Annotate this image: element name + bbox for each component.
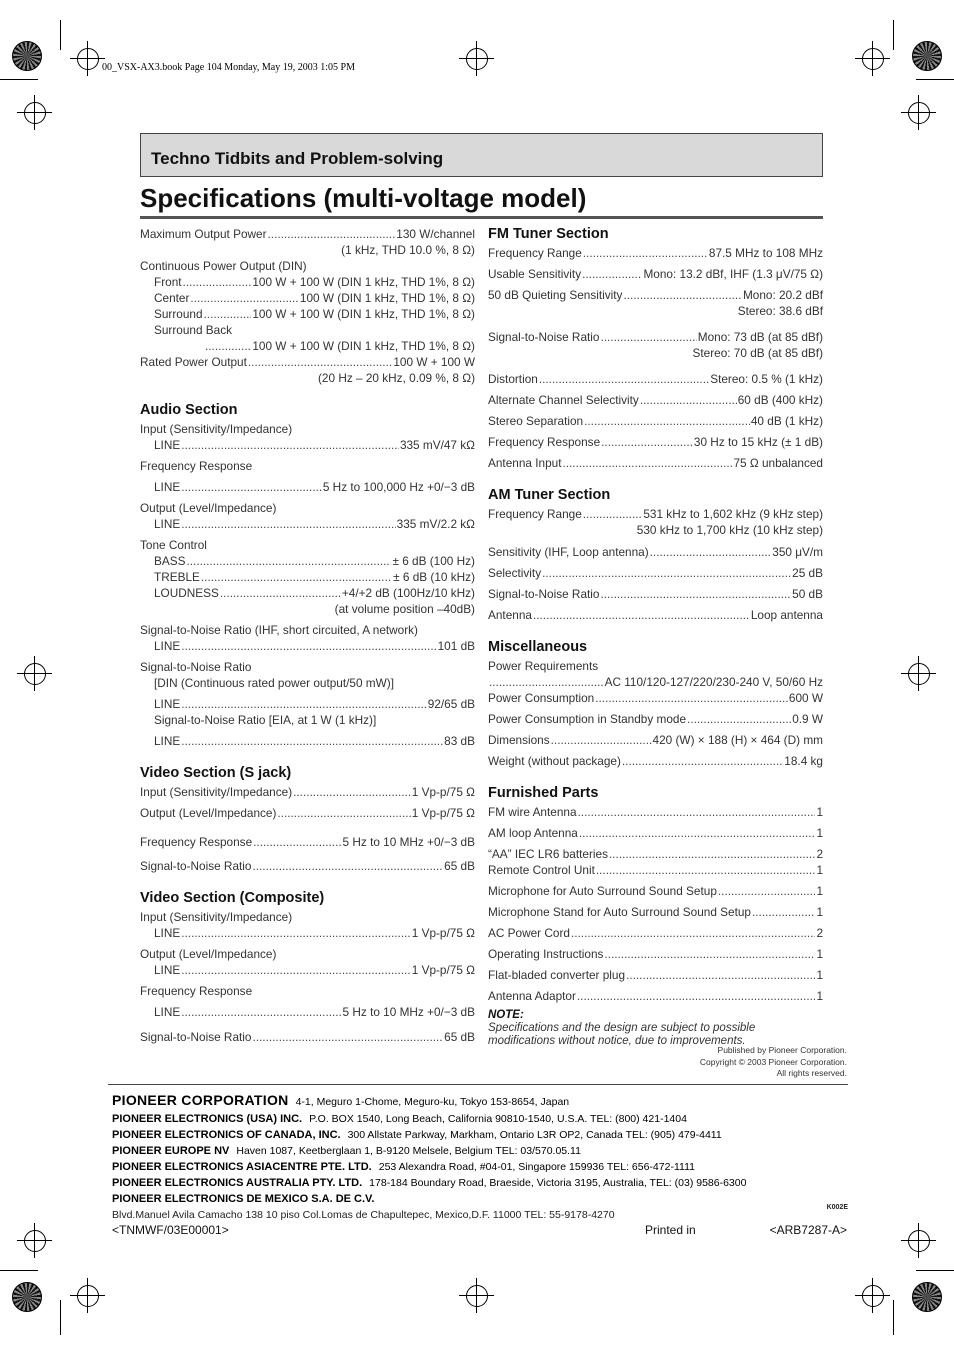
spec-row: Alternate Channel Selectivity ..... 60 dB (400 kHz) (488, 392, 823, 408)
company-entry: PIONEER ELECTRONICS OF CANADA, INC. 300 Allstate Parkway, Markham, Ontario L3R OP2, Canada TEL: (905) 479-4411 (112, 1129, 722, 1141)
crosshair-mark (77, 48, 99, 70)
mexico-address: Blvd.Manuel Avila Camacho 138 10 piso Col.Lomas de Chapultepec, Mexico,D.F. 11000 TEL: 55-9178-4270 (112, 1209, 615, 1221)
section-band-title: Techno Tidbits and Problem-solving (151, 149, 444, 168)
spec-row: LINE ..... 335 mV/47 kΩ (140, 437, 475, 453)
spec-row: Stereo Separation ..... 40 dB (1 kHz) (488, 413, 823, 429)
parts-row: Operating Instructions ..... 1 (488, 946, 823, 962)
spec-row: Signal-to-Noise Ratio ..... 50 dB (488, 586, 823, 602)
crop-line (916, 79, 954, 80)
note-text: Specifications and the design are subject to possible (488, 1022, 756, 1034)
title-rule (140, 216, 823, 219)
parts-row: Remote Control Unit ..... 1 (488, 862, 823, 878)
spec-row: Input (Sensitivity/Impedance) ..... 1 Vp-p/75 Ω (140, 784, 475, 800)
spec-label: Surround Back (154, 323, 233, 337)
crop-line (60, 1300, 61, 1335)
spec-row: Usable Sensitivity ..... Mono: 13.2 dBf, IHF (1.3 μV/75 Ω) (488, 266, 823, 282)
spec-row: Weight (without package) ..... 18.4 kg (488, 753, 823, 769)
spec-row: Center ..... 100 W (DIN 1 kHz, THD 1%, 8 Ω) (140, 290, 475, 306)
spec-continuation: Stereo: 70 dB (at 85 dBf) (692, 346, 823, 360)
section-heading: FM Tuner Section (488, 226, 609, 242)
parts-row: Flat-bladed converter plug ..... 1 (488, 967, 823, 983)
print-header: 00_VSX-AX3.book Page 104 Monday, May 19, 2003 1:05 PM (102, 62, 355, 73)
page-title: Specifications (multi-voltage model) (140, 183, 587, 213)
spec-row: Antenna ..... Loop antenna (488, 607, 823, 623)
spec-row: Output (Level/Impedance) ..... 1 Vp-p/75 Ω (140, 805, 475, 821)
crop-line (0, 1270, 38, 1271)
company-entry: PIONEER ELECTRONICS AUSTRALIA PTY. LTD. 178-184 Boundary Road, Braeside, Victoria 3195, Australia, TEL: (03) 9586-6300 (112, 1177, 747, 1189)
spec-row: 50 dB Quieting Sensitivity ..... Mono: 20.2 dBf (488, 287, 823, 303)
spec-label: Frequency Response (140, 984, 253, 998)
spec-label: Input (Sensitivity/Impedance) (140, 910, 293, 924)
publisher-notice: Published by Pioneer Corporation. Copyright © 2003 Pioneer Corporation. All rights reserved. (699, 1045, 847, 1078)
section-heading: Audio Section (140, 402, 238, 418)
spec-label: Output (Level/Impedance) (140, 947, 277, 961)
parts-row: AC Power Cord ..... 2 (488, 925, 823, 941)
spec-row: LINE ..... 335 mV/2.2 kΩ (140, 516, 475, 532)
document-code: <TNMWF/03E00001> (112, 1223, 229, 1237)
spec-row: TREBLE ..... ± 6 dB (10 kHz) (140, 569, 475, 585)
crosshair-mark (24, 663, 46, 685)
spec-row: Signal-to-Noise Ratio ..... 65 dB (140, 858, 475, 874)
spec-label: Signal-to-Noise Ratio (IHF, short circuited, A network) (140, 623, 418, 637)
spec-row: LINE ..... 83 dB (140, 733, 475, 749)
spec-row: Antenna Input ..... 75 Ω unbalanced (488, 455, 823, 471)
spec-row: LINE ..... 1 Vp-p/75 Ω (140, 925, 475, 941)
spec-row: LINE ..... 101 dB (140, 638, 475, 654)
spec-row: LINE ..... 5 Hz to 100,000 Hz +0/−3 dB (140, 479, 475, 495)
company-entry: PIONEER ELECTRONICS DE MEXICO S.A. DE C.V. (112, 1193, 375, 1205)
spec-row: LINE ..... 1 Vp-p/75 Ω (140, 962, 475, 978)
crosshair-mark (862, 48, 884, 70)
company-entry: PIONEER ELECTRONICS (USA) INC. P.O. BOX 1540, Long Beach, California 90810-1540, U.S.A. TEL: (800) 421-1404 (112, 1113, 687, 1125)
crosshair-mark (908, 663, 930, 685)
section-heading: AM Tuner Section (488, 487, 611, 503)
spec-label: Output (Level/Impedance) (140, 501, 277, 515)
spec-row: Sensitivity (IHF, Loop antenna) ..... 350 μV/m (488, 544, 823, 560)
spec-row: Power Consumption ..... 600 W (488, 690, 823, 706)
spec-row: Rated Power Output ..... 100 W + 100 W (140, 354, 475, 370)
crosshair-mark (466, 1285, 488, 1307)
section-heading: Furnished Parts (488, 785, 599, 801)
spec-row: Signal-to-Noise Ratio ..... 65 dB (140, 1029, 475, 1045)
section-heading: Miscellaneous (488, 639, 588, 655)
section-band (140, 133, 823, 177)
spec-label: Signal-to-Noise Ratio (140, 660, 252, 674)
crop-line (0, 79, 38, 80)
section-heading: Video Section (Composite) (140, 890, 325, 906)
spec-label: Frequency Response (140, 459, 253, 473)
spec-continuation: (20 Hz – 20 kHz, 0.09 %, 8 Ω) (318, 371, 475, 385)
crop-line (916, 1270, 954, 1271)
left-column (140, 226, 475, 1045)
code-tag: K002E (826, 1204, 848, 1211)
spec-label: [DIN (Continuous rated power output/50 mW)] (154, 676, 394, 690)
company-entry: PIONEER CORPORATION 4-1, Meguro 1-Chome, Meguro-ku, Tokyo 153-8654, Japan (112, 1092, 570, 1108)
spec-continuation: (1 kHz, THD 10.0 %, 8 Ω) (341, 243, 475, 257)
crosshair-mark (908, 102, 930, 124)
crosshair-mark (908, 1230, 930, 1252)
spec-row: Power Consumption in Standby mode ..... 0.9 W (488, 711, 823, 727)
company-address-list (112, 1091, 852, 1223)
printed-in: Printed in (645, 1223, 696, 1237)
registration-disc-bottom-right (912, 1282, 942, 1312)
spec-label: Tone Control (140, 538, 207, 552)
note-title: NOTE: (488, 1009, 524, 1021)
parts-row: Microphone Stand for Auto Surround Sound Setup ..... 1 (488, 904, 823, 920)
spec-row: BASS ..... ± 6 dB (100 Hz) (140, 553, 475, 569)
spec-continuation: (at volume position –40dB) (334, 602, 475, 616)
parts-row: Microphone for Auto Surround Sound Setup ..... 1 (488, 883, 823, 899)
spec-row: Maximum Output Power ..... 130 W/channel (140, 226, 475, 242)
company-entry: PIONEER ELECTRONICS ASIACENTRE PTE. LTD. 253 Alexandra Road, #04-01, Singapore 159936 TEL: 656-472-1111 (112, 1161, 695, 1173)
company-entry: PIONEER EUROPE NV Haven 1087, Keetberglaan 1, B-9120 Melsele, Belgium TEL: 03/570.05.11 (112, 1145, 581, 1157)
spec-continuation: 530 kHz to 1,700 kHz (10 kHz step) (636, 523, 823, 537)
spec-row: Dimensions ..... 420 (W) × 188 (H) × 464 (D) mm (488, 732, 823, 748)
spec-row: Frequency Range ..... 87.5 MHz to 108 MHz (488, 245, 823, 261)
crosshair-mark (77, 1285, 99, 1307)
crop-line (893, 1300, 894, 1335)
spec-row: Frequency Response ..... 30 Hz to 15 kHz (± 1 dB) (488, 434, 823, 450)
parts-row: Antenna Adaptor ..... 1 (488, 988, 823, 1004)
spec-label: Signal-to-Noise Ratio [EIA, at 1 W (1 kHz)] (154, 713, 377, 727)
section-heading: Video Section (S jack) (140, 765, 292, 781)
crop-line (893, 20, 894, 50)
crosshair-mark (466, 48, 488, 70)
crosshair-mark (24, 102, 46, 124)
registration-disc-bottom-left (12, 1282, 42, 1312)
right-column (488, 226, 823, 1048)
crosshair-mark (862, 1285, 884, 1307)
spec-row: LINE ..... 5 Hz to 10 MHz +0/−3 dB (140, 1004, 475, 1020)
crosshair-mark (24, 1230, 46, 1252)
note-text: modifications without notice, due to improvements. (488, 1035, 746, 1047)
spec-continuation: Stereo: 38.6 dBf (737, 304, 823, 318)
spec-row: LINE ..... 92/65 dB (140, 696, 475, 712)
spec-row: Selectivity ..... 25 dB (488, 565, 823, 581)
registration-disc-top-right (912, 41, 942, 71)
part-number: <ARB7287-A> (769, 1223, 847, 1237)
parts-row: FM wire Antenna ..... 1 (488, 804, 823, 820)
spec-row: ..... AC 110/120-127/220/230-240 V, 50/60 Hz (488, 674, 823, 690)
spec-row: ..... 100 W + 100 W (DIN 1 kHz, THD 1%, 8 Ω) (140, 338, 475, 354)
parts-row: “AA” IEC LR6 batteries ..... 2 (488, 846, 823, 862)
crop-line (60, 20, 61, 50)
parts-row: AM loop Antenna ..... 1 (488, 825, 823, 841)
spec-row: Distortion ..... Stereo: 0.5 % (1 kHz) (488, 371, 823, 387)
spec-row: Surround ..... 100 W + 100 W (DIN 1 kHz, THD 1%, 8 Ω) (140, 306, 475, 322)
spec-row: Signal-to-Noise Ratio ..... Mono: 73 dB (at 85 dBf) (488, 329, 823, 345)
spec-row: Front ..... 100 W + 100 W (DIN 1 kHz, THD 1%, 8 Ω) (140, 274, 475, 290)
spec-row: Frequency Response ..... 5 Hz to 10 MHz +0/−3 dB (140, 834, 475, 850)
spec-label: Power Requirements (488, 659, 599, 673)
spec-label: Input (Sensitivity/Impedance) (140, 422, 293, 436)
registration-disc-top-left (12, 41, 42, 71)
spec-row: Frequency Range ..... 531 kHz to 1,602 kHz (9 kHz step) (488, 506, 823, 522)
spec-row: LOUDNESS ..... +4/+2 dB (100Hz/10 kHz) (140, 585, 475, 601)
footer-rule (108, 1084, 848, 1085)
spec-label: Continuous Power Output (DIN) (140, 259, 307, 273)
